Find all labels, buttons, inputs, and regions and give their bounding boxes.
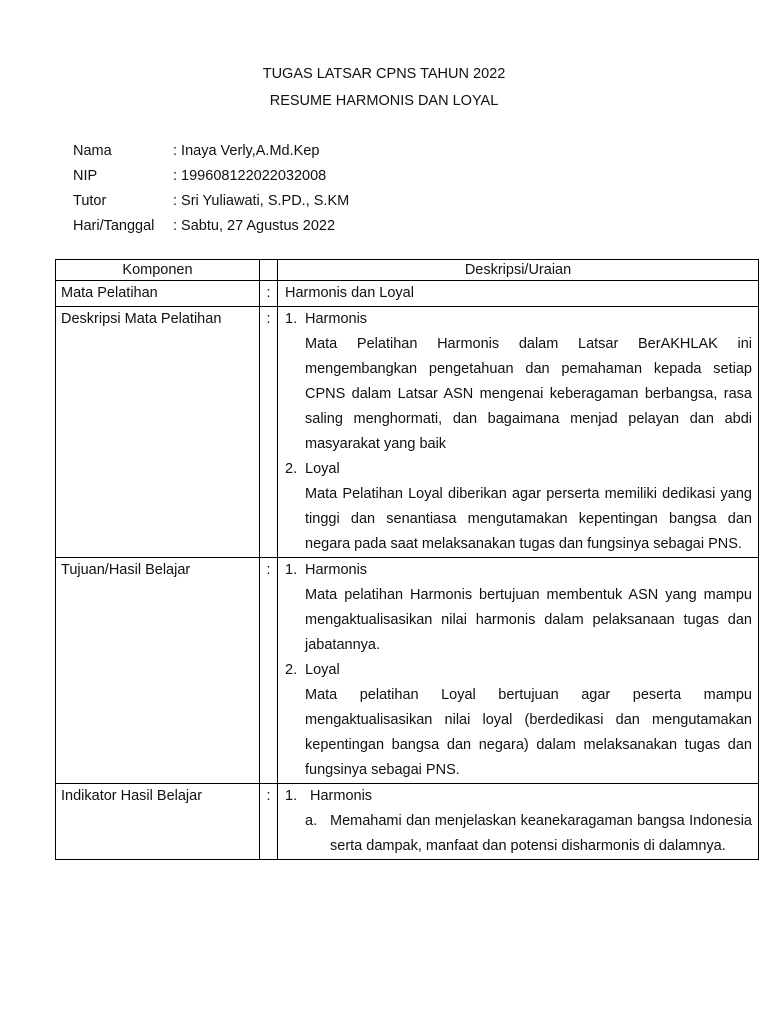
- meta-row-tutor: [73, 193, 349, 218]
- row-content: [278, 558, 759, 784]
- row-value: Harmonis dan Loyal: [278, 281, 759, 307]
- document-subtitle: RESUME HARMONIS DAN LOYAL: [269, 93, 499, 109]
- list-item: [285, 558, 752, 583]
- item-text: Mata pelatihan Loyal bertujuan agar peserta mampu mengaktualisasikan nilai loyal (berdedikasi dan mengutamakan kepentingan bangsa dan negara) dalam melaksanakan tugas dan fungsinya sebagai PNS.: [305, 687, 752, 778]
- table-row-deskripsi: [56, 307, 759, 558]
- table-row-mata-pelatihan: [56, 281, 759, 307]
- meta-value: : 199608122022032008: [173, 168, 327, 184]
- header-komponen: Komponen: [56, 260, 260, 281]
- row-label: Mata Pelatihan: [56, 281, 260, 307]
- table-row-indikator: [56, 784, 759, 860]
- sub-item-text: Memahami dan menjelaskan keanekaragaman bangsa Indonesia serta dampak, manfaat dan potensi disharmonis di dalamnya.: [330, 813, 752, 854]
- item-number: 2.: [285, 662, 298, 678]
- row-colon: :: [260, 307, 278, 558]
- item-title: Loyal: [305, 662, 340, 678]
- list-item: [285, 307, 752, 332]
- row-colon: :: [260, 558, 278, 784]
- meta-label: Tutor: [73, 193, 107, 209]
- row-content: [278, 307, 759, 558]
- sub-item-letter: a.: [305, 813, 318, 829]
- table-header-row: [56, 260, 759, 281]
- item-title: Loyal: [305, 461, 340, 477]
- header-separator: [260, 260, 278, 281]
- item-number: 1.: [285, 562, 298, 578]
- row-colon: :: [260, 784, 278, 860]
- row-content: [278, 784, 759, 860]
- item-number: 2.: [285, 461, 298, 477]
- item-text: Mata pelatihan Harmonis bertujuan membentuk ASN yang mampu mengaktualisasikan nilai harmonis dalam pelaksanaan tugas dan jabatannya.: [305, 587, 752, 653]
- document-title: TUGAS LATSAR CPNS TAHUN 2022: [262, 66, 506, 82]
- meta-row-nama: [73, 143, 349, 168]
- item-title: Harmonis: [305, 562, 368, 578]
- identity-block: [73, 143, 349, 243]
- meta-label: NIP: [73, 168, 98, 184]
- meta-label: Nama: [73, 143, 112, 159]
- item-text: Mata Pelatihan Harmonis dalam Latsar BerAKHLAK ini mengembangkan pengetahuan dan pemahaman kepada setiap CPNS dalam Latsar ASN mengenai keberagaman berbangsa, rasa saling menghormati, dan bagaimana menjad pelayan dan abdi masyarakat yang baik: [305, 336, 752, 452]
- list-item: [285, 784, 752, 809]
- meta-row-nip: [73, 168, 349, 193]
- item-number: 1.: [285, 311, 298, 327]
- list-item: [285, 658, 752, 683]
- row-label: Tujuan/Hasil Belajar: [56, 558, 260, 784]
- item-number: 1.: [285, 788, 298, 804]
- row-label: Deskripsi Mata Pelatihan: [56, 307, 260, 558]
- item-text: Mata Pelatihan Loyal diberikan agar perserta memiliki dedikasi yang tinggi dan senantiasa mengutamakan kepentingan bangsa dan negara pada saat melaksanakan tugas dan fungsinya sebagai PNS.: [305, 486, 752, 552]
- meta-value: : Sri Yuliawati, S.PD., S.KM: [173, 193, 350, 209]
- item-title: Harmonis: [305, 311, 368, 327]
- row-label: Indikator Hasil Belajar: [56, 784, 260, 860]
- row-colon: :: [260, 281, 278, 307]
- meta-row-tanggal: [73, 218, 349, 243]
- meta-label: Hari/Tanggal: [73, 218, 155, 234]
- item-title: Harmonis: [310, 788, 373, 804]
- header-deskripsi: Deskripsi/Uraian: [278, 260, 759, 281]
- table-row-tujuan: [56, 558, 759, 784]
- sub-item: [285, 809, 752, 859]
- meta-value: : Inaya Verly,A.Md.Kep: [173, 143, 320, 159]
- resume-table: [55, 259, 759, 860]
- list-item: [285, 457, 752, 482]
- meta-value: : Sabtu, 27 Agustus 2022: [173, 218, 336, 234]
